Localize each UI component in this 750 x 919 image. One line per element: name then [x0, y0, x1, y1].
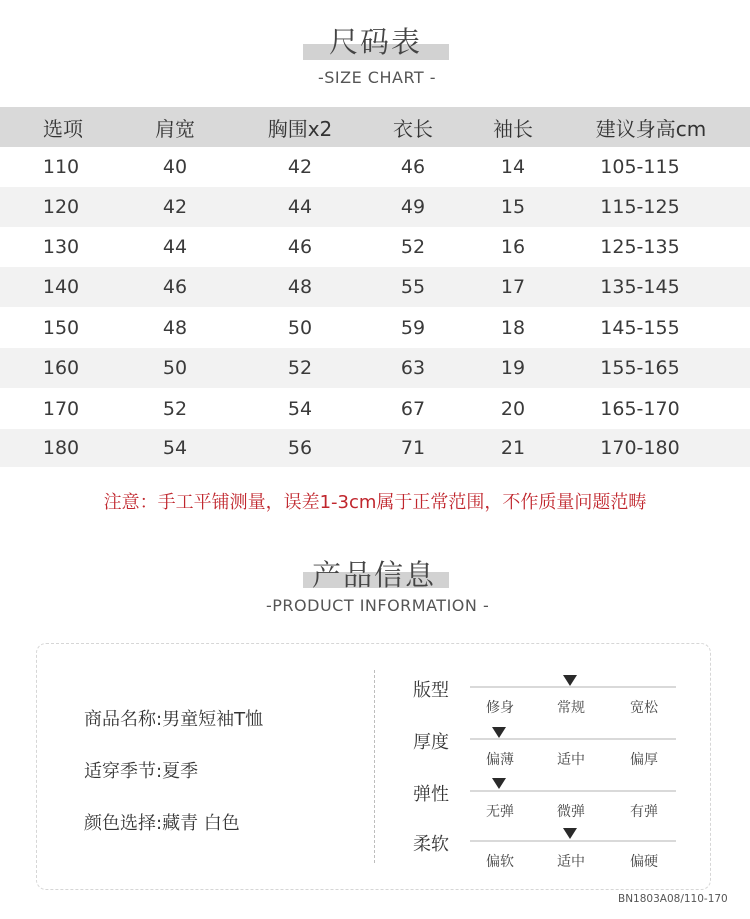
- cell-length: 46: [400, 156, 426, 178]
- cell-chest: 46: [287, 236, 313, 258]
- header-cell-height: 建议身高cm: [595, 116, 707, 141]
- attr-thickness-marker-icon: [492, 727, 506, 738]
- attr-softness-scale: [470, 840, 676, 842]
- cell-sleeve: 17: [500, 276, 526, 298]
- cell-chest: 44: [287, 196, 313, 218]
- cell-sleeve: 21: [500, 437, 526, 459]
- cell-shoulder: 44: [162, 236, 188, 258]
- attr-thickness-label: 厚度: [413, 732, 449, 753]
- cell-sleeve: 19: [500, 357, 526, 379]
- attr-softness-label: 柔软: [413, 834, 449, 855]
- cell-size: 150: [42, 316, 80, 339]
- cell-shoulder: 40: [162, 156, 188, 178]
- attr-thickness-option: 偏厚: [630, 752, 658, 768]
- cell-sleeve: 14: [500, 156, 526, 178]
- color-label: 颜色选择:: [84, 813, 163, 834]
- product-name-label: 商品名称:: [84, 709, 163, 730]
- cell-height: 135-145: [600, 276, 680, 298]
- size-table-row: [0, 147, 750, 187]
- cell-chest: 54: [287, 397, 313, 420]
- color-value: 藏青 白色: [162, 813, 240, 834]
- attr-elasticity-option: 微弹: [557, 804, 585, 820]
- product-code: BN1803A08/110-170: [618, 893, 728, 905]
- attr-elasticity-option: 无弹: [486, 804, 514, 820]
- cell-sleeve: 16: [500, 236, 526, 258]
- attr-fit-label: 版型: [413, 680, 449, 701]
- header-cell-chest: 胸围x2: [267, 116, 333, 141]
- cell-sleeve: 15: [500, 196, 526, 218]
- cell-length: 55: [400, 276, 426, 298]
- cell-length: 52: [400, 236, 426, 258]
- cell-size: 130: [42, 236, 80, 258]
- cell-length: 59: [400, 316, 426, 339]
- size-table-header: [0, 107, 750, 147]
- season-line: [84, 757, 198, 783]
- measurement-note: 注意：手工平铺测量，误差1-3cm属于正常范围，不作质量问题范畴: [103, 492, 647, 513]
- attr-elasticity-scale: [470, 790, 676, 792]
- product-info-subtitle: -PRODUCT INFORMATION -: [266, 596, 490, 615]
- attr-fit-option: 常规: [557, 700, 585, 716]
- cell-height: 115-125: [600, 196, 680, 218]
- size-table-row: [0, 388, 750, 429]
- attr-softness-option: 适中: [557, 854, 585, 870]
- cell-height: 145-155: [600, 316, 680, 339]
- season-label: 适穿季节:: [84, 761, 163, 782]
- attr-fit-option: 修身: [486, 700, 514, 716]
- header-cell-length: 衣长: [393, 116, 433, 141]
- attr-thickness-scale: [470, 738, 676, 740]
- cell-height: 105-115: [600, 156, 680, 178]
- cell-size: 140: [42, 276, 80, 298]
- attr-softness-option: 偏硬: [630, 854, 658, 870]
- product-info-title: 产品信息: [312, 558, 437, 592]
- cell-length: 71: [400, 437, 426, 459]
- cell-shoulder: 52: [162, 397, 188, 420]
- cell-chest: 50: [287, 316, 313, 339]
- product-name-line: [84, 705, 263, 731]
- cell-chest: 52: [287, 357, 313, 379]
- season-value: 夏季: [162, 761, 199, 782]
- attr-fit-scale: [470, 686, 676, 688]
- cell-length: 67: [400, 397, 426, 420]
- size-table-row: [0, 429, 750, 467]
- attr-fit-option: 宽松: [630, 700, 658, 716]
- cell-size: 180: [42, 437, 80, 459]
- size-table-row: [0, 187, 750, 227]
- size-chart-title: 尺码表: [329, 25, 423, 59]
- header-cell-option: 选项: [43, 116, 83, 141]
- attr-thickness-option: 偏薄: [486, 752, 514, 768]
- cell-size: 170: [42, 397, 80, 420]
- cell-chest: 48: [287, 276, 313, 298]
- attr-softness-marker-icon: [563, 828, 577, 839]
- size-table-row: [0, 227, 750, 267]
- color-line: [84, 809, 240, 835]
- attr-fit-marker-icon: [563, 675, 577, 686]
- attr-elasticity-option: 有弹: [630, 804, 658, 820]
- cell-height: 165-170: [600, 397, 680, 420]
- header-cell-sleeve: 袖长: [493, 116, 533, 141]
- cell-shoulder: 48: [162, 316, 188, 339]
- size-chart-subtitle: -SIZE CHART -: [318, 68, 437, 87]
- cell-shoulder: 46: [162, 276, 188, 298]
- cell-height: 170-180: [600, 437, 680, 459]
- cell-shoulder: 54: [162, 437, 188, 459]
- size-table-row: [0, 267, 750, 307]
- cell-size: 160: [42, 357, 80, 379]
- cell-height: 125-135: [600, 236, 680, 258]
- cell-shoulder: 50: [162, 357, 188, 379]
- attr-thickness-option: 适中: [557, 752, 585, 768]
- info-divider: [374, 670, 375, 863]
- attr-softness-option: 偏软: [486, 854, 514, 870]
- cell-chest: 42: [287, 156, 313, 178]
- header-cell-shoulder: 肩宽: [155, 116, 195, 141]
- cell-length: 63: [400, 357, 426, 379]
- cell-size: 110: [42, 156, 80, 178]
- size-table-row: [0, 348, 750, 388]
- cell-sleeve: 18: [500, 316, 526, 339]
- cell-length: 49: [400, 196, 426, 218]
- cell-shoulder: 42: [162, 196, 188, 218]
- cell-height: 155-165: [600, 357, 680, 379]
- cell-size: 120: [42, 196, 80, 218]
- product-name-value: 男童短袖T恤: [162, 709, 264, 730]
- cell-sleeve: 20: [500, 397, 526, 420]
- attr-elasticity-marker-icon: [492, 778, 506, 789]
- attr-elasticity-label: 弹性: [413, 784, 449, 805]
- size-table-row: [0, 307, 750, 348]
- cell-chest: 56: [287, 437, 313, 459]
